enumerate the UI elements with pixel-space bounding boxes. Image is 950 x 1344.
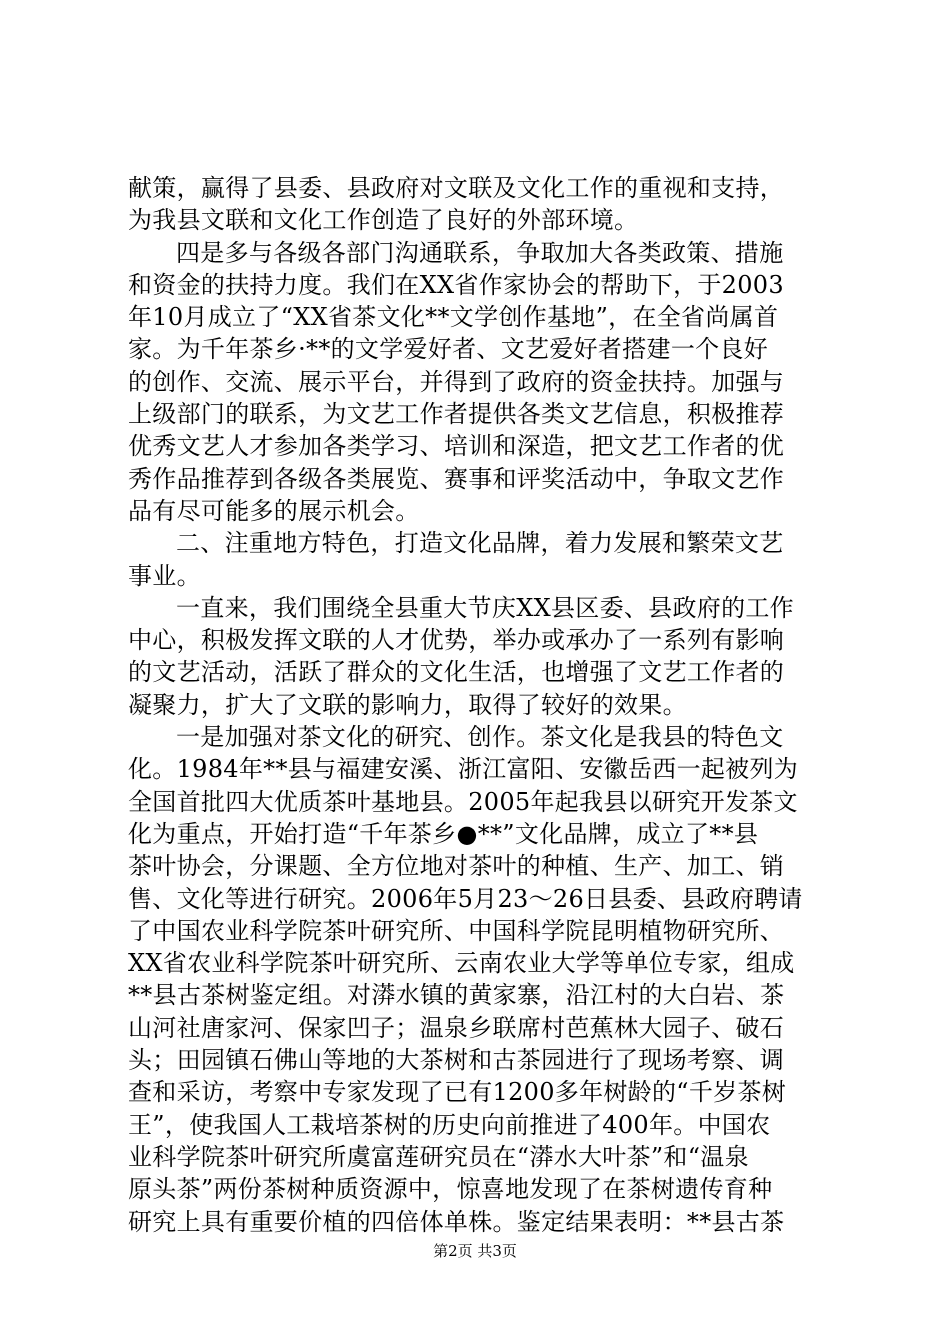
paragraph-first-line: 四是多与各级各部门沟通联系，争取加大各类政策、措施 (176, 238, 784, 267)
text-line: 头；田园镇石佛山等地的大茶树和古茶园进行了现场考察、调 (128, 1046, 785, 1075)
text-line: 售、文化等进行研究。2006年5月23～26日县委、县政府聘请 (128, 884, 803, 913)
section-heading-line: 事业。 (128, 561, 201, 590)
text-line: 查和采访，考察中专家发现了已有1200多年树龄的“千岁茶树 (128, 1078, 787, 1107)
text-line: 为我县文联和文化工作创造了良好的外部环境。 (128, 206, 639, 235)
text-line: 业科学院茶叶研究所虞富莲研究员在“漭水大叶茶”和“温泉 (128, 1142, 749, 1171)
text-line: 化。1984年**县与福建安溪、浙江富阳、安徽岳西一起被列为 (128, 755, 799, 784)
page-number-footer: 第2页 共3页 (433, 1242, 517, 1260)
text-line: 上级部门的联系，为文艺工作者提供各类文艺信息，积极推荐 (128, 400, 785, 429)
text-line: 秀作品推荐到各级各类展览、赛事和评奖活动中，争取文艺作 (128, 464, 785, 493)
text-line: XX省农业科学院茶叶研究所、云南农业大学等单位专家，组成 (128, 949, 795, 978)
paragraph-first-line: 一直来，我们围绕全县重大节庆XX县区委、县政府的工作 (176, 593, 794, 622)
section-heading-line: 二、注重地方特色，打造文化品牌，着力发展和繁荣文艺 (176, 529, 784, 558)
document-body (128, 172, 833, 1238)
text-line: 凝聚力，扩大了文联的影响力，取得了较好的效果。 (128, 690, 687, 719)
text-line: 优秀文艺人才参加各类学习、培训和深造，把文艺工作者的优 (128, 432, 785, 461)
text-line: **县古茶树鉴定组。对漭水镇的黄家寨，沿江村的大白岩、茶 (128, 981, 785, 1010)
text-line: 山河社唐家河、保家凹子；温泉乡联席村芭蕉林大园子、破石 (128, 1013, 785, 1042)
text-line: 原头茶”两份茶树种质资源中，惊喜地发现了在茶树遗传育种 (128, 1175, 773, 1204)
text-line: 化为重点，开始打造“千年茶乡●**”文化品牌，成立了**县 (128, 819, 759, 848)
text-line: 中心，积极发挥文联的人才优势，举办或承办了一系列有影响 (128, 626, 785, 655)
text-line: 年10月成立了“XX省茶文化**文学创作基地”，在全省尚属首 (128, 303, 779, 332)
text-line: 的创作、交流、展示平台，并得到了政府的资金扶持。加强与 (128, 367, 785, 396)
text-line: 家。为千年茶乡·**的文学爱好者、文艺爱好者搭建一个良好 (128, 335, 769, 364)
paragraph-first-line: 一是加强对茶文化的研究、创作。茶文化是我县的特色文 (176, 723, 784, 752)
text-line: 全国首批四大优质茶叶基地县。2005年起我县以研究开发茶文 (128, 787, 798, 816)
text-line: 了中国农业科学院茶叶研究所、中国科学院昆明植物研究所、 (128, 916, 785, 945)
text-line: 和资金的扶持力度。我们在XX省作家协会的帮助下，于2003 (128, 270, 784, 299)
text-line: 王”，使我国人工栽培茶树的历史向前推进了400年。中国农 (128, 1110, 771, 1139)
text-line: 的文艺活动，活跃了群众的文化生活，也增强了文艺工作者的 (128, 658, 785, 687)
text-line: 献策，赢得了县委、县政府对文联及文化工作的重视和支持， (128, 174, 785, 202)
text-line: 茶叶协会，分课题、全方位地对茶叶的种植、生产、加工、销 (128, 852, 785, 881)
text-line: 研究上具有重要价植的四倍体单株。鉴定结果表明：**县古茶 (128, 1207, 785, 1236)
text-line: 品有尽可能多的展示机会。 (128, 496, 420, 525)
